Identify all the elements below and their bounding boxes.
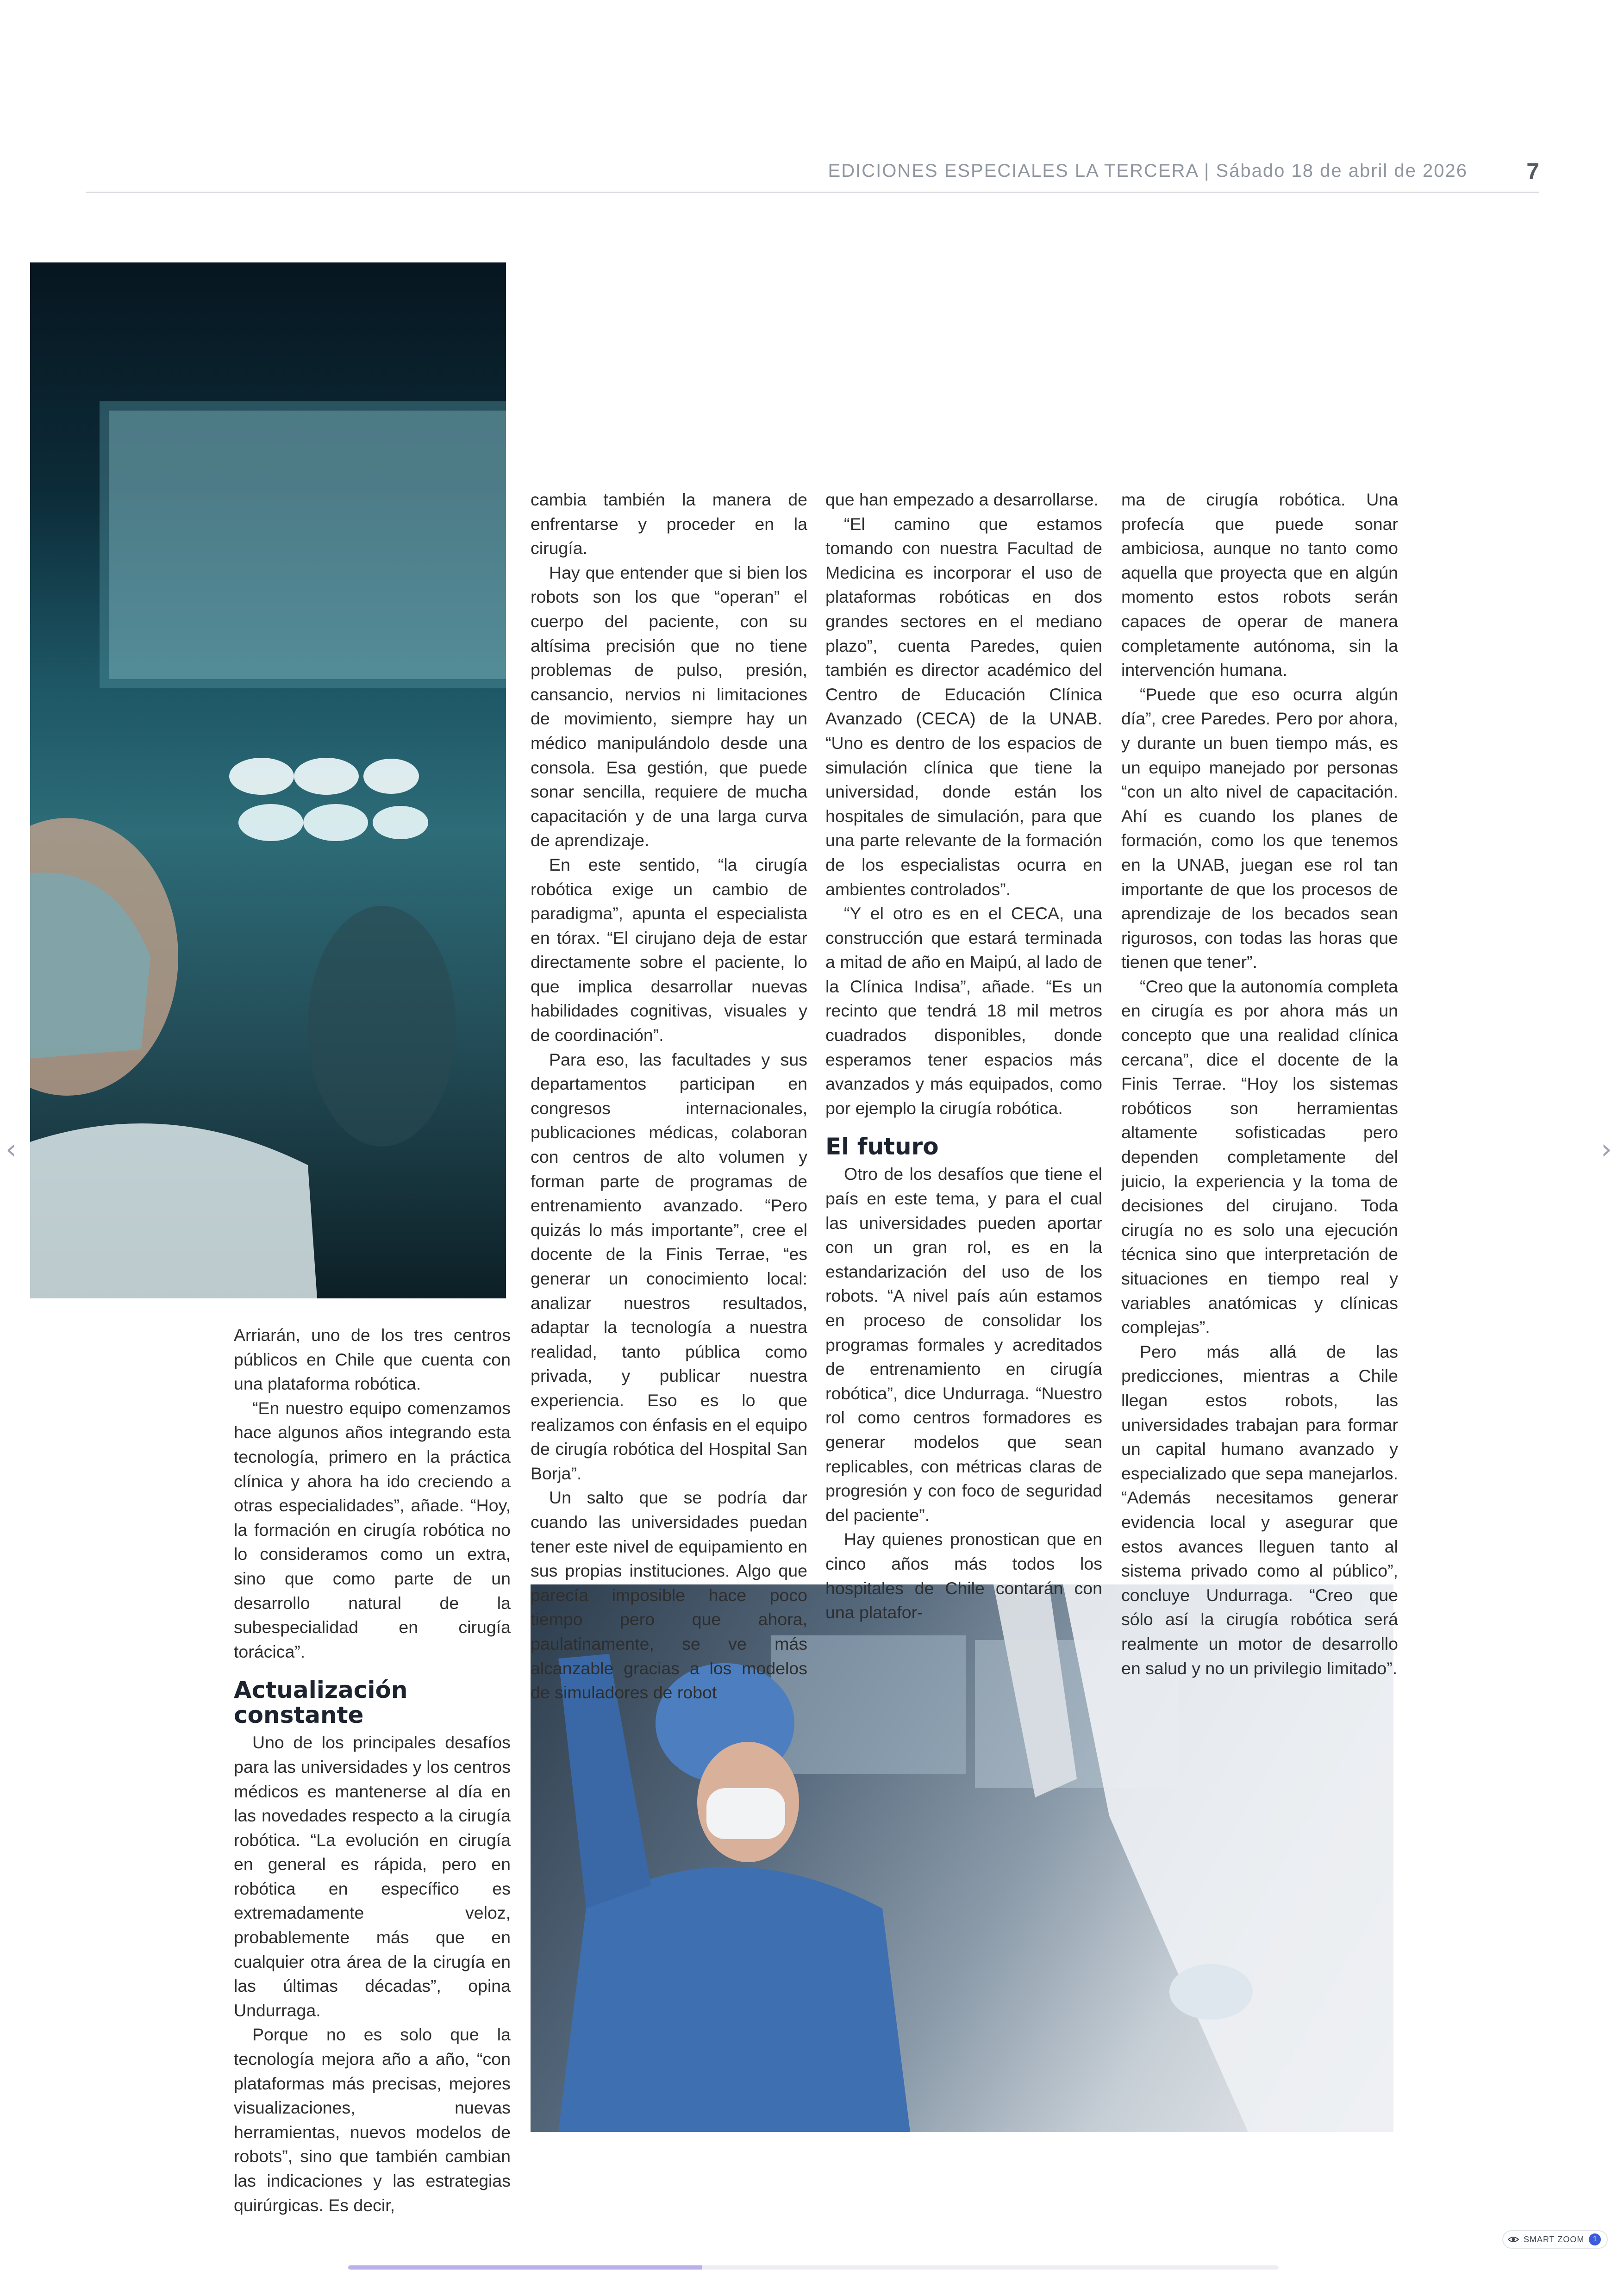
section-heading-actualizacion: Actualización constante	[234, 1677, 408, 1729]
paragraph: En este sentido, “la cirugía robótica exige un cambio de paradigma”, apunta el especialista en tórax. “El cirujano deja de estar directamente sobre el paciente, lo que implica desarrollar nuevas habilidades cognitivas, visuales y de coordinación”.	[531, 854, 807, 1045]
paragraph: Otro de los desafíos que tiene el país en este tema, y para el cual las universidades pueden aportar con un gran rol, es en la estandarización del uso de los robots. “A nivel país aún estamos en proceso de consolidar los programas formales y acreditados de entrenamiento en cirugía robótica”, dice Undurraga. “Nuestro rol como centros formadores es generar modelos que sean replicables, con métricas claras de progresión y con foco de seguridad del paciente”.	[825, 1164, 1102, 1525]
smart-zoom-button[interactable]	[1502, 2230, 1608, 2249]
previous-page-chevron-icon[interactable]: ‹	[6, 1133, 17, 1166]
paragraph: “Y el otro es en el CECA, una construcción que estará terminada a mitad de año en Maipú, al lado de la Clínica Indisa”, añade. “Es un recinto que tendrá 18 mil metros cuadrados disponibles, donde esperamos tener espacios más avanzados y más equipados, como por ejemplo la cirugía robótica.	[825, 904, 1102, 1118]
operating-room-illustration	[30, 262, 506, 1298]
page-number: 7	[1526, 158, 1539, 184]
smart-zoom-label: SMART ZOOM	[1524, 2234, 1585, 2244]
eye-icon	[1508, 2236, 1519, 2243]
paragraph: Porque no es solo que la tecnología mejora año a año, “con plataformas más precisas, mejores visualizaciones, nuevas herramientas, nuevos modelos de robots”, sino que también cambian las indicaciones y las estrategias quirúrgicas. Es decir,	[234, 2025, 511, 2215]
paragraph: Hay que entender que si bien los robots son los que “operan” el cuerpo del paciente, con su altísima precisión que no tiene problemas de pulso, presión, cansancio, nervios ni limitaciones de movimiento, siempre hay un médico manipulándolo desde una consola. Esa gestión, que puede sonar sencilla, requiere de mucha capacitación y de una larga curva de aprendizaje.	[531, 562, 807, 850]
paragraph: “El camino que estamos tomando con nuestra Facultad de Medicina es incorporar el uso de plataformas robóticas en dos grandes sectores en el mediano plazo”, cuenta Paredes, quien también es director académico del Centro de Educación Clínica Avanzado (CECA) de la UNAB. “Uno es dentro de los espacios de simulación clínica que tiene la universidad, donde están los hospitales de simulación, para que una parte relevante de la formación de los especialistas ocurra en ambientes controlados”.	[825, 514, 1102, 899]
paragraph: ma de cirugía robótica. Una profecía que puede sonar ambiciosa, aunque no tanto como aquella que proyecta que en algún momento estos robots serán capaces de operar de manera completamente autónoma, sin la intervención humana.	[1121, 490, 1398, 680]
article-column-1	[234, 1323, 511, 2217]
surgical-lamp-2	[294, 758, 359, 795]
smart-zoom-count-badge: 1	[1589, 2233, 1601, 2245]
paragraph: Uno de los principales desafíos para las universidades y los centros médicos es mantenerse al día en las novedades respecto a la cirugía robótica. “La evolución en cirugía en general es rápida, pero en robótica en específico es extremadamente veloz, probablemente más que en cualquier otra área de la cirugía en las últimas décadas”, opina Undurraga.	[234, 1733, 511, 2020]
section-heading-futuro: El futuro	[825, 1133, 939, 1160]
surgical-lamp-4	[238, 804, 303, 841]
paragraph: Un salto que se podría dar cuando las universidades puedan tener este nivel de equipamiento en sus propias instituciones. Algo que parecía imposible hace poco tiempo pero que ahora, paulatinamente, se ve más alcanzable gracias a los modelos de simuladores de robot	[531, 1488, 807, 1703]
paragraph: “Puede que eso ocurra algún día”, cree Paredes. Pero por ahora, y durante un buen tiempo más, es un equipo manejado por personas “con un alto nivel de capacitación. Ahí es cuando los planes de formación, como los que tenemos en la UNAB, juegan ese rol tan importante de que los procesos de aprendizaje de los becados sean rigurosos, con todas las horas que tienen que tener”.	[1121, 684, 1398, 972]
surgeon-in-operating-room-photo	[30, 262, 506, 1298]
surgical-gown	[558, 1867, 910, 2132]
paragraph: que han empezado a desarrollarse.	[825, 490, 1099, 509]
paragraph: “Creo que la autonomía completa en cirugía es por ahora más un concepto que una realidad clínica cercana”, dice el docente de la Finis Terrae. “Hoy los sistemas robóticos son herramientas altamente sofisticadas pero dependen completamente del juicio, la experiencia y la toma de decisiones del cirujano. Toda cirugía no es solo una ejecución técnica sino que interpretación de situaciones en tiempo real y variables anatómicas y clínicas complejas”.	[1121, 976, 1398, 1337]
paragraph: Pero más allá de las predicciones, mientras a Chile llegan estos robots, las universidades trabajan para formar un capital humano avanzado y especializado que sepa manejarlos. “Además necesitamos generar evidencia local y asegurar que estos avances lleguen tanto al sistema privado como al público”, concluye Undurraga. “Creo que sólo así la cirugía robótica será realmente un motor de desarrollo en salud y no un privilegio limitado”.	[1121, 1341, 1398, 1678]
gloved-hand	[1169, 1964, 1253, 2020]
paragraph: Para eso, las facultades y sus departamentos participan en congresos internacionales, publicaciones médicas, colaboran con centros de alto volumen y forman parte de programas de entrenamiento avanzado. “Pero quizás lo más importante”, cree el docente de la Finis Terrae, “es generar un conocimiento local: analizar nuestros resultados, adaptar la tecnología a nuestra realidad, tanto pública como privada, y publicar nuestra experiencia. Eso es lo que realizamos con énfasis en el equipo de cirugía robótica del Hospital San Borja”.	[531, 1049, 807, 1483]
face-mask	[706, 1788, 785, 1839]
paragraph: Arriarán, uno de los tres centros públicos en Chile que cuenta con una plataforma robótica.	[234, 1325, 511, 1394]
surgical-lamp-6	[373, 806, 428, 839]
article-column-4	[1121, 487, 1398, 1680]
paragraph: cambia también la manera de enfrentarse y proceder en la cirugía.	[531, 490, 807, 558]
article-column-2	[531, 487, 807, 1705]
reading-progress-bar[interactable]	[348, 2265, 1279, 2270]
surgical-gown	[30, 1123, 317, 1298]
page-header	[86, 160, 1539, 193]
surgical-lamp-5	[303, 804, 368, 841]
reading-progress-fill	[348, 2265, 702, 2270]
article-column-3	[825, 487, 1102, 1625]
surgical-lamp-1	[229, 758, 294, 795]
next-page-chevron-icon[interactable]: ›	[1601, 1133, 1612, 1166]
surgical-lamp-3	[363, 759, 419, 794]
paragraph: Hay quienes pronostican que en cinco años más todos los hospitales de Chile contarán con una platafor-	[825, 1529, 1102, 1622]
background-staff	[308, 906, 456, 1147]
publication-line: EDICIONES ESPECIALES LA TERCERA | Sábado 18 de abril de 2026	[828, 161, 1468, 181]
paragraph: “En nuestro equipo comenzamos hace algunos años integrando esta tecnología, primero en la práctica clínica y ahora ha ido creciendo a otras especialidades”, añade. “Hoy, la formación en cirugía robótica no lo consideramos como un extra, sino que como parte de un desarrollo natural de la subespecialidad en cirugía torácica”.	[234, 1398, 511, 1661]
window-glow	[109, 411, 506, 679]
